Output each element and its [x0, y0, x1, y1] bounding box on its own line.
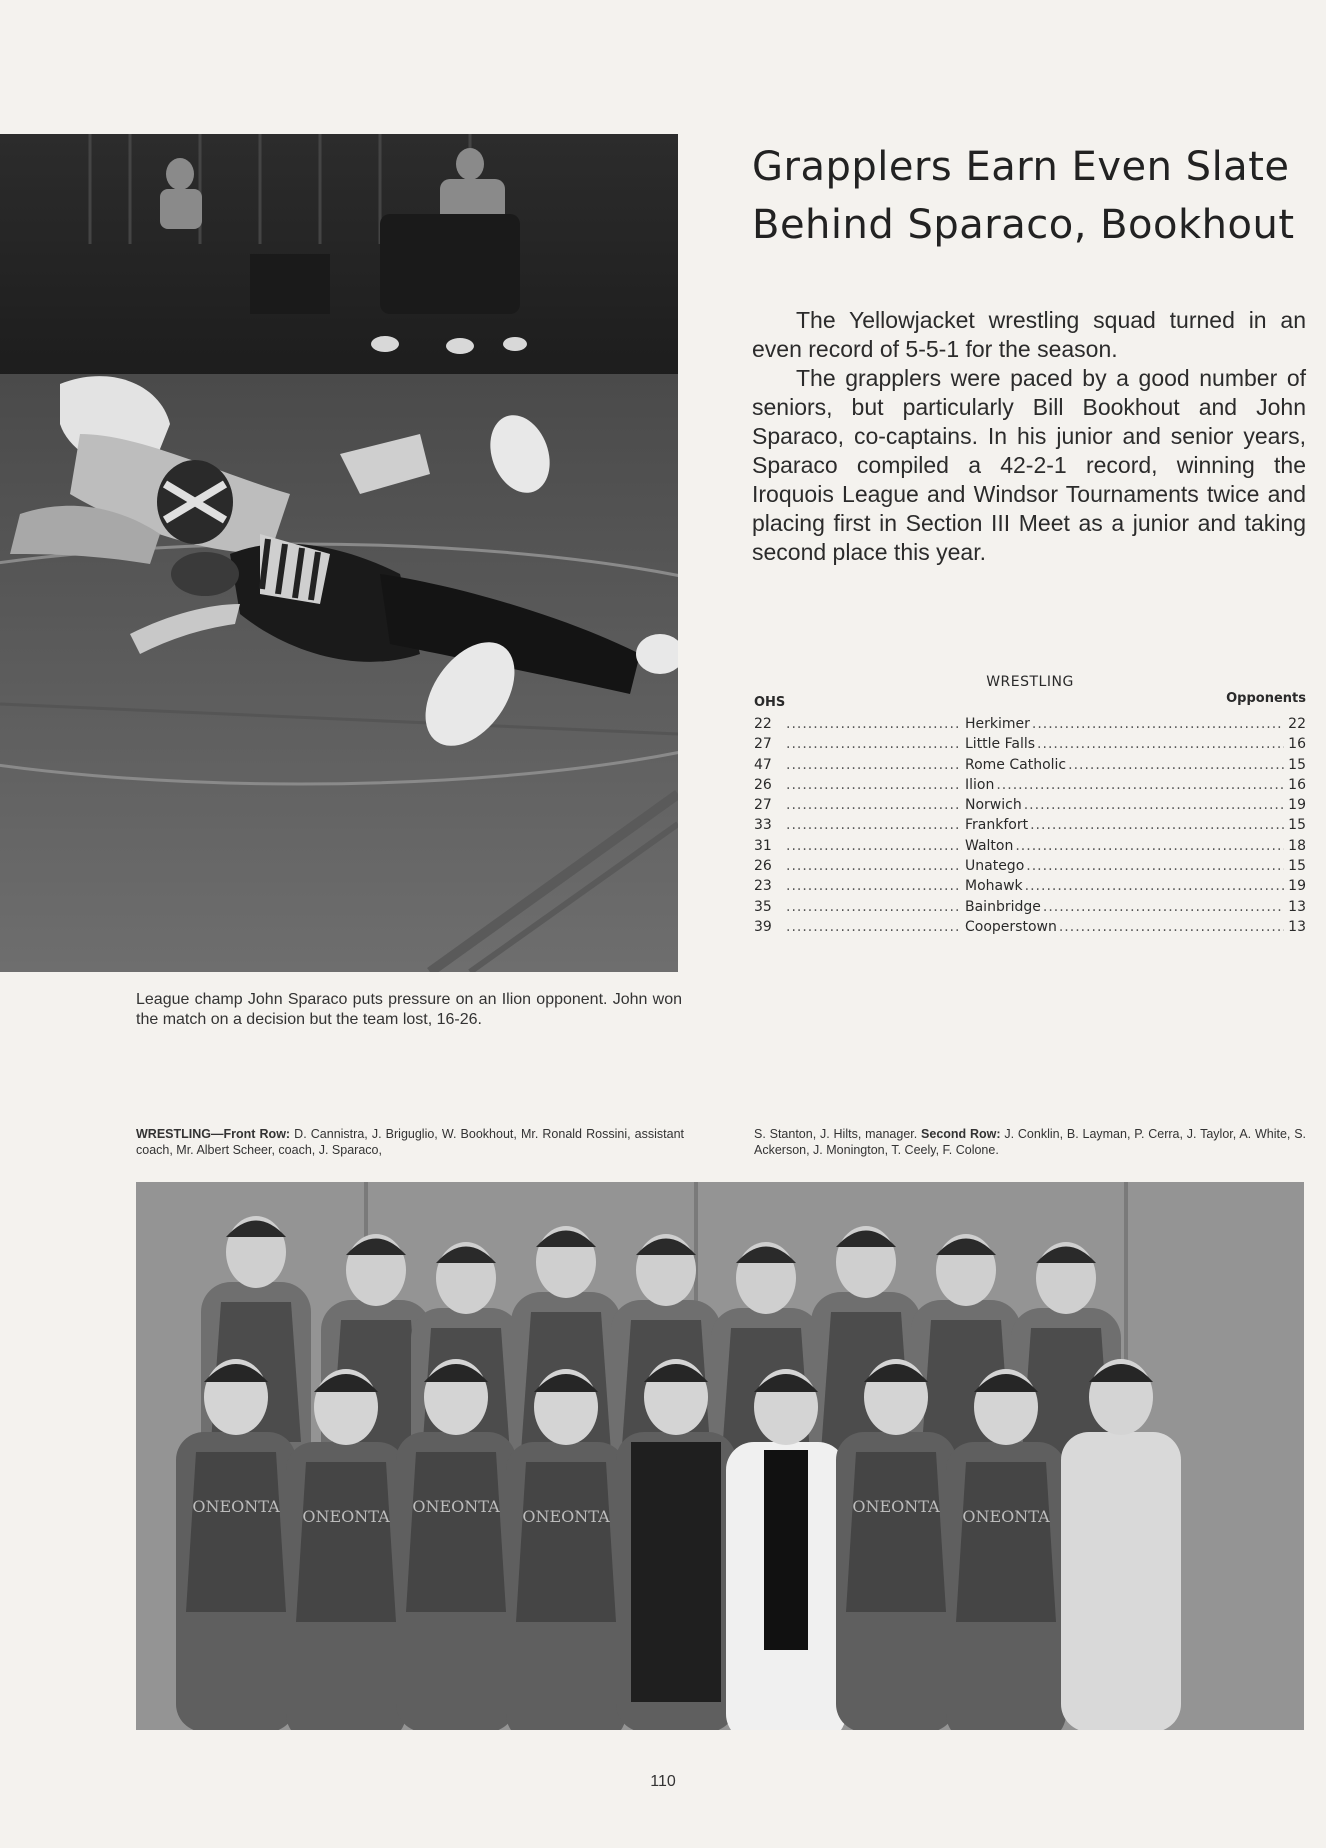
ohs-score: 23 — [754, 878, 772, 895]
leader-dots — [1023, 876, 1284, 896]
opponent-name: Bainbridge — [965, 898, 1041, 915]
schedule-opponents-header: Opponents — [1226, 691, 1306, 706]
opponent-score: 16 — [1288, 776, 1306, 793]
leader-dots — [1022, 795, 1284, 815]
headline-line-1: Grapplers Earn Even Slate — [752, 144, 1290, 190]
roster-second-row-label: Second Row: — [921, 1127, 1001, 1141]
opponent-score: 19 — [1288, 797, 1306, 814]
article-body — [752, 306, 1306, 567]
schedule-row — [754, 815, 1306, 835]
team-photo-illustration — [136, 1182, 1304, 1730]
opponent-score: 19 — [1288, 878, 1306, 895]
roster-front-row-label: WRESTLING—Front Row: — [136, 1127, 291, 1141]
jersey-text: ONEONTA — [852, 1497, 940, 1516]
leader-dots — [786, 775, 961, 795]
schedule-row — [754, 876, 1306, 896]
roster-left — [136, 1126, 684, 1158]
leader-dots — [786, 876, 961, 896]
leader-dots — [786, 755, 961, 775]
leader-dots — [1024, 856, 1284, 876]
opponent-name: Mohawk — [965, 878, 1023, 895]
schedule-row — [754, 897, 1306, 917]
schedule-title: WRESTLING — [986, 674, 1074, 690]
leader-dots — [1035, 734, 1284, 754]
opponent-score: 18 — [1288, 837, 1306, 854]
ohs-score: 35 — [754, 898, 772, 915]
leader-dots — [1013, 836, 1284, 856]
opponent-name: Cooperstown — [965, 918, 1057, 935]
jersey-text: ONEONTA — [412, 1497, 500, 1516]
schedule-row — [754, 714, 1306, 734]
wrestling-schedule — [754, 672, 1306, 937]
leader-dots — [1028, 815, 1284, 835]
ohs-score: 31 — [754, 837, 772, 854]
schedule-rows — [754, 714, 1306, 937]
leader-dots — [786, 734, 961, 754]
opponent-score: 13 — [1288, 918, 1306, 935]
page-number: 110 — [650, 1773, 676, 1790]
opponent-score: 15 — [1288, 858, 1306, 875]
leader-dots — [786, 815, 961, 835]
headline — [752, 138, 1312, 254]
jersey-text: ONEONTA — [962, 1507, 1050, 1526]
leader-dots — [1030, 714, 1284, 734]
ohs-score: 27 — [754, 736, 772, 753]
jersey-text: ONEONTA — [192, 1497, 280, 1516]
leader-dots — [994, 775, 1284, 795]
opponent-name: Herkimer — [965, 716, 1030, 732]
ohs-score: 26 — [754, 858, 772, 875]
leader-dots — [1057, 917, 1284, 937]
opponent-name: Frankfort — [965, 817, 1029, 834]
ohs-score: 47 — [754, 756, 772, 773]
schedule-row — [754, 755, 1306, 775]
opponent-name: Rome Catholic — [965, 756, 1067, 773]
leader-dots — [786, 836, 961, 856]
leader-dots — [1041, 897, 1284, 917]
opponent-score: 22 — [1288, 716, 1306, 732]
leader-dots — [786, 897, 961, 917]
jersey-text: ONEONTA — [302, 1507, 390, 1526]
schedule-row — [754, 734, 1306, 754]
opponent-name: Ilion — [965, 776, 995, 793]
ohs-score: 22 — [754, 716, 772, 732]
opponent-name: Walton — [965, 837, 1014, 854]
photo-caption: League champ John Sparaco puts pressure on an Ilion opponent. John won the match on a decision but the team lost, 16-26. — [136, 991, 682, 1028]
leader-dots — [786, 856, 961, 876]
team-photo — [136, 1182, 1304, 1730]
schedule-header — [754, 692, 1306, 714]
article-paragraph-2: The grapplers were paced by a good number of seniors, but particularly Bill Bookhout and John Sparaco, co-captains. In his junior and senior years, Sparaco compiled a 42-2-1 record, winning the Iroquois League and Windsor Tournaments twice and placing first in Section III Meet as a junior and taking second place this year. — [752, 365, 1306, 565]
headline-line-2: Behind Sparaco, Bookhout — [752, 202, 1295, 248]
ohs-score: 27 — [754, 797, 772, 814]
schedule-row — [754, 917, 1306, 937]
leader-dots — [786, 795, 961, 815]
ohs-score: 39 — [754, 918, 772, 935]
article-paragraph-1: The Yellowjacket wrestling squad turned in an even record of 5-5-1 for the season. — [752, 307, 1306, 362]
roster-front-row-names: D. Cannistra, J. Briguglio, W. Bookhout, Mr. Ronald Rossini, assistant coach, Mr. Albert Scheer, coach, J. Sparaco, — [136, 1127, 684, 1157]
wrestling-action-photo — [0, 134, 678, 972]
jersey-text: ONEONTA — [522, 1507, 610, 1526]
opponent-score: 13 — [1288, 898, 1306, 915]
opponent-score: 16 — [1288, 736, 1306, 753]
wrestling-action-illustration — [0, 134, 678, 972]
opponent-name: Unatego — [965, 858, 1025, 875]
ohs-score: 33 — [754, 817, 772, 834]
roster-right — [754, 1126, 1306, 1158]
opponent-name: Little Falls — [965, 736, 1036, 753]
schedule-row — [754, 836, 1306, 856]
schedule-row — [754, 856, 1306, 876]
leader-dots — [786, 714, 961, 734]
schedule-row — [754, 775, 1306, 795]
schedule-row — [754, 795, 1306, 815]
roster-front-row-names-cont: S. Stanton, J. Hilts, manager. — [754, 1127, 922, 1141]
opponent-name: Norwich — [965, 797, 1022, 814]
schedule-ohs-header: OHS — [754, 695, 786, 710]
roster-second-row-names: J. Conklin, B. Layman, P. Cerra, J. Taylor, A. White, S. Ackerson, J. Monington, T. Ceely, F. Colone. — [754, 1127, 1307, 1157]
leader-dots — [1066, 755, 1284, 775]
ohs-score: 26 — [754, 776, 772, 793]
leader-dots — [786, 917, 961, 937]
opponent-score: 15 — [1288, 817, 1306, 834]
opponent-score: 15 — [1288, 756, 1306, 773]
